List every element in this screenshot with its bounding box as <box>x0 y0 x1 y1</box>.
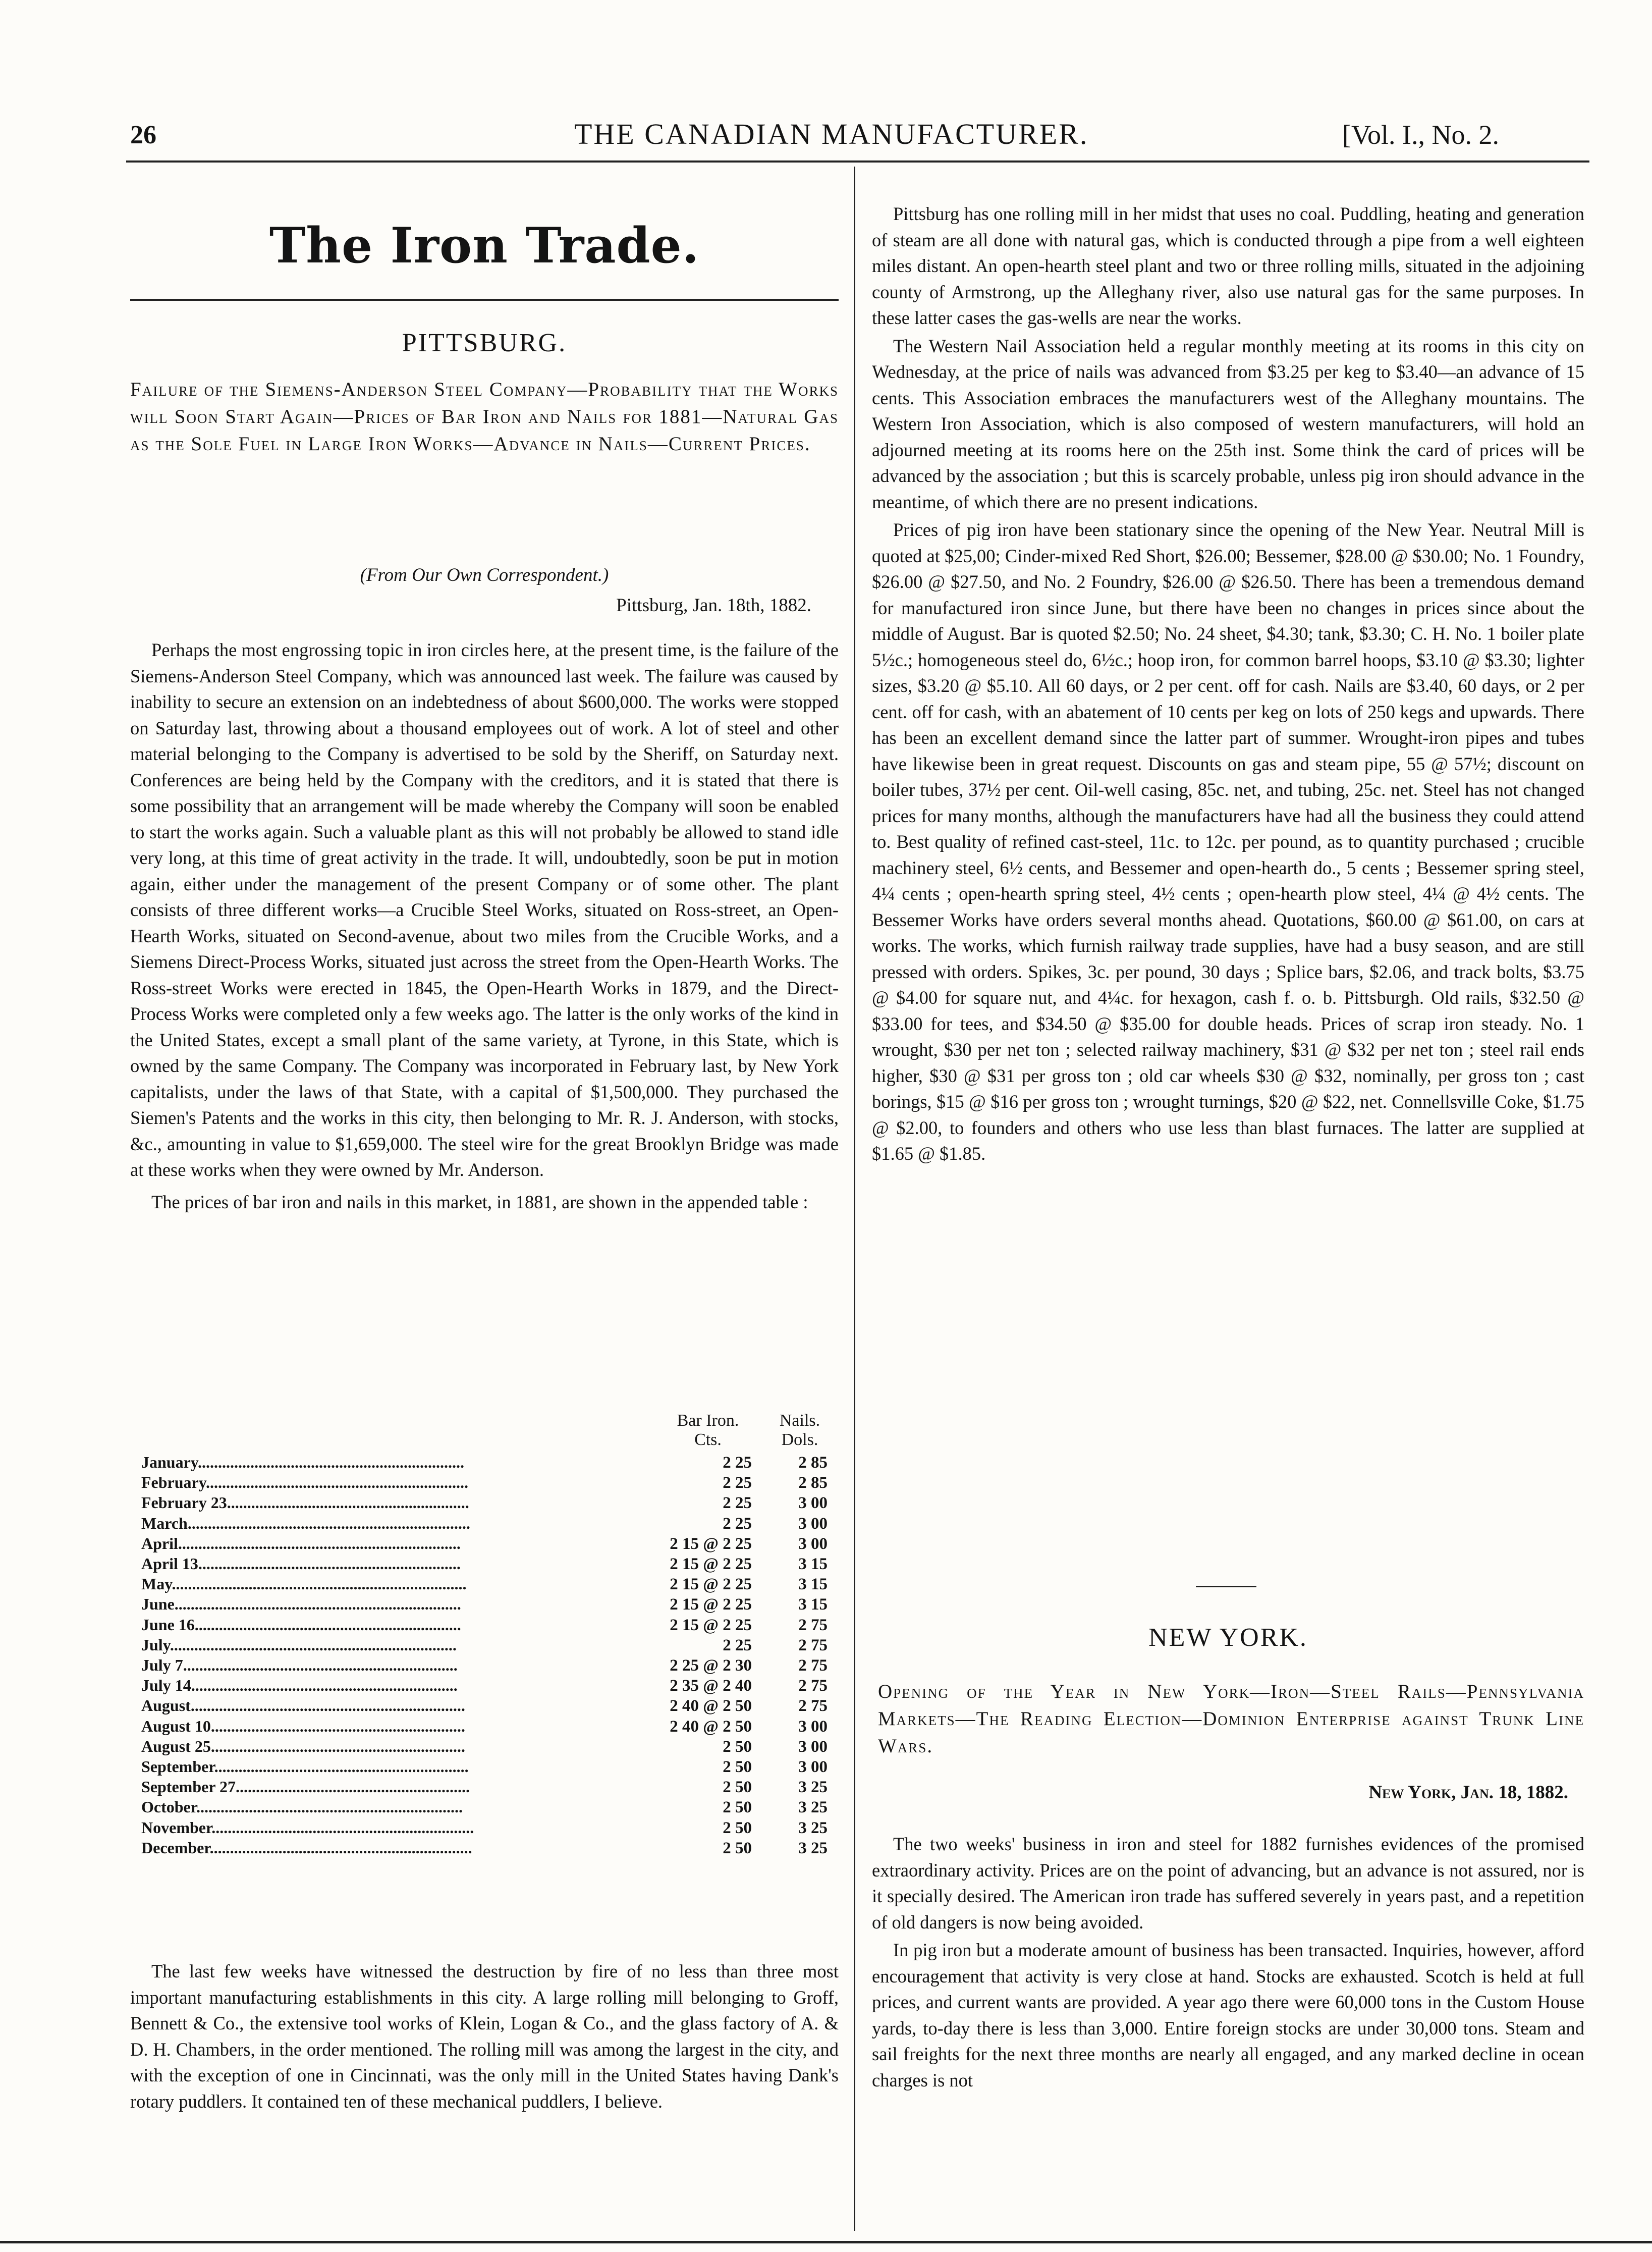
nails-cell: 3 25 <box>798 1798 828 1817</box>
nails-cell: 3 00 <box>798 1717 828 1736</box>
bar-iron-cell: 2 25 @ 2 30 <box>670 1656 752 1675</box>
month-cell: February................................................................. <box>141 1473 468 1492</box>
table-row <box>141 1717 828 1737</box>
price-table <box>141 1453 828 1858</box>
bar-iron-cell: 2 15 @ 2 25 <box>670 1595 752 1614</box>
bar-iron-cell: 2 15 @ 2 25 <box>670 1555 752 1574</box>
bar-iron-cell: 2 15 @ 2 25 <box>670 1534 752 1553</box>
bar-iron-cell: 2 25 <box>723 1454 752 1472</box>
table-row <box>141 1493 828 1513</box>
table-row <box>141 1635 828 1655</box>
dateline-pittsburg: Pittsburg, Jan. 18th, 1882. <box>616 595 811 616</box>
bar-iron-cell: 2 50 <box>723 1737 752 1756</box>
nails-cell: 3 15 <box>798 1555 828 1574</box>
left-article-body <box>130 637 839 1215</box>
bar-iron-cell: 2 25 <box>723 1636 752 1654</box>
table-row <box>141 1757 828 1777</box>
section-title-pittsburg: PITTSBURG. <box>402 329 567 357</box>
month-cell: February 23............................................................ <box>141 1493 469 1512</box>
nails-cell: 2 75 <box>798 1697 828 1715</box>
nails-cell: 3 25 <box>798 1778 828 1797</box>
dateline-new-york: New York, Jan. 18, 1882. <box>1368 1782 1568 1803</box>
department-title-rule <box>130 299 839 301</box>
byline: (From Our Own Correspondent.) <box>360 565 609 585</box>
bar-iron-cell: 2 15 @ 2 25 <box>670 1575 752 1594</box>
bar-iron-cell: 2 50 <box>723 1778 752 1797</box>
nails-cell: 2 75 <box>798 1656 828 1675</box>
subhead-new-york: Opening of the Year in New York—Iron—Steel Rails—Pennsylvania Markets—The Reading Election—Dominion Enterprise against Trunk Line Wars. <box>878 1681 1584 1757</box>
table-row <box>141 1676 828 1696</box>
nails-cell: 2 75 <box>798 1677 828 1695</box>
month-cell: August 25............................................................... <box>141 1737 465 1755</box>
nails-cell: 3 25 <box>798 1818 828 1837</box>
paragraph: Perhaps the most engrossing topic in iron circles here, at the present time, is the failure of the Siemens-Anderson Steel Company, which was announced last week. The failure was caused by inability to secure an extension on an indebtedness of about $600,000. The works were stopped on Saturday last, throwing about a thousand employees out of work. A lot of steel and other material belonging to the Company is advertised to be sold by the Sheriff, on Saturday next. Conferences are being held by the Company with the creditors, and it is stated that there is some possibility that an arrangement will be made whereby the Company will soon be enabled to start the works again. Such a valuable plant as this will not probably be allowed to stand idle very long, at this time of great activity in the trade. It will, undoubtedly, soon be put in motion again, either under the management of the present Company or of some other. The plant consists of three different works—a Crucible Steel Works, situated on Ross-street, an Open-Hearth Works, situated on Second-avenue, about two miles from the Crucible Works, and a Siemens Direct-Process Works, situated just across the street from the Open-Hearth Works. The Ross-street Works were erected in 1845, the Open-Hearth Works in 1879, and the Direct-Process Works were completed only a few weeks ago. The latter is the only works of the kind in the United States, except a small plant of the same variety, at Tyrone, in this State, which is owned by the same Company. The Company was incorporated in February last, by New York capitalists, under the laws of that State, with a capital of $1,500,000. They purchased the Siemen's Patents and the works in this city, then belonging to Mr. R. J. Anderson, with stocks, &c., amounting in value to $1,659,000. The steel wire for the great Brooklyn Bridge was made at these works when they were owned by Mr. Anderson. <box>130 639 839 1180</box>
month-cell: April...................................................................... <box>141 1534 461 1552</box>
paragraph: Pittsburg has one rolling mill in her midst that uses no coal. Puddling, heating and generation of steam are all done with natural gas, which is conducted through a pipe from a well eighteen miles distant. An open-hearth steel plant and two or three rolling mills, situated in the adjoining county of Armstrong, up the Alleghany river, also use natural gas for the same purposes. In these latter cases the gas-wells are near the works. <box>872 203 1584 328</box>
month-cell: August 10............................................................... <box>141 1717 465 1735</box>
nails-cell: 3 00 <box>798 1758 828 1777</box>
bar-iron-cell: 2 50 <box>723 1798 752 1817</box>
department-title: The Iron Trade. <box>269 217 700 274</box>
table-row <box>141 1574 828 1594</box>
table-row <box>141 1797 828 1817</box>
month-cell: October.................................................................. <box>141 1798 463 1816</box>
paragraph: The prices of bar iron and nails in this market, in 1881, are shown in the appended table : <box>151 1191 808 1212</box>
table-row <box>141 1534 828 1554</box>
nails-cell: 3 25 <box>798 1839 828 1857</box>
nails-cell: 3 00 <box>798 1494 828 1513</box>
table-row <box>141 1453 828 1473</box>
bar-iron-cell: 2 25 <box>723 1494 752 1513</box>
table-row <box>141 1514 828 1534</box>
month-cell: July 14.................................................................. <box>141 1676 458 1695</box>
month-cell: April 13................................................................. <box>141 1554 461 1573</box>
right-article-body-continued <box>872 1831 1584 2093</box>
section-separator <box>1196 1586 1256 1587</box>
section-title-new-york: NEW YORK. <box>1148 1623 1308 1652</box>
bar-iron-cell: 2 25 <box>723 1474 752 1492</box>
bar-iron-cell: 2 40 @ 2 50 <box>670 1697 752 1715</box>
right-article-body <box>872 201 1584 1167</box>
nails-cell: 3 15 <box>798 1575 828 1594</box>
month-cell: June....................................................................... <box>141 1595 461 1614</box>
bar-iron-cell: 2 15 @ 2 25 <box>670 1616 752 1634</box>
paragraph: The last few weeks have witnessed the destruction by fire of no less than three most important manufacturing establishments in this city. A large rolling mill belonging to Groff, Bennett & Co., the extensive tool works of Klein, Logan & Co., and the glass factory of A. & D. H. Chambers, in the order mentioned. The rolling mill was among the largest in the city, and with the exception of one in Cincinnati, was the only mill in the United States having Dank's rotary puddlers. It contained ten of these mechanical puddlers, I believe. <box>130 1961 839 2112</box>
bar-iron-cell: 2 50 <box>723 1839 752 1857</box>
bar-iron-cell: 2 35 @ 2 40 <box>670 1677 752 1695</box>
month-cell: May......................................................................... <box>141 1575 467 1593</box>
bottom-rule <box>0 2241 1652 2243</box>
nails-cell: 2 85 <box>798 1454 828 1472</box>
paragraph: The Western Nail Association held a regular monthly meeting at its rooms in this city on Wednesday, at the price of nails was advanced from $3.25 per keg to $3.40—an advance of 15 cents. This Association embraces the manufacturers west of the Alleghany mountains. The Western Iron Association, which is also composed of western manufacturers, will hold an adjourned meeting at its rooms here on the 25th inst. Some think the card of prices will be advanced by the association ; but this is scarcely probable, unless pig iron should advance in the meantime, of which there are no present indications. <box>872 335 1584 512</box>
table-row <box>141 1818 828 1838</box>
table-header-bar-iron: Bar Iron. Cts. <box>677 1411 739 1449</box>
table-row <box>141 1615 828 1635</box>
table-row <box>141 1554 828 1574</box>
month-cell: June 16.................................................................. <box>141 1615 461 1634</box>
column-divider <box>854 167 855 2231</box>
month-cell: August.................................................................... <box>141 1696 465 1715</box>
nails-cell: 2 75 <box>798 1616 828 1634</box>
month-cell: December................................................................. <box>141 1838 472 1857</box>
table-row <box>141 1737 828 1757</box>
volume-number: [Vol. I., No. 2. <box>1342 120 1500 150</box>
month-cell: September............................................................... <box>141 1757 469 1776</box>
month-cell: November................................................................. <box>141 1818 474 1837</box>
nails-cell: 3 00 <box>798 1737 828 1756</box>
nails-cell: 3 15 <box>798 1595 828 1614</box>
table-row <box>141 1473 828 1493</box>
table-row <box>141 1696 828 1716</box>
month-cell: March...................................................................... <box>141 1514 470 1532</box>
month-cell: September 27.......................................................... <box>141 1778 470 1796</box>
nails-cell: 3 00 <box>798 1534 828 1553</box>
paragraph: Prices of pig iron have been stationary since the opening of the New Year. Neutral Mill is quoted at $25,00; Cinder-mixed Red Short, $26.00; Bessemer, $28.00 @ $30.00; No. 1 Foundry, $26.00 @ $27.50, and No. 2 Foundry, $26.00 @ $26.50. There has been a tremendous demand for manufactured iron since June, but there have been no changes in prices since about the middle of August. Bar is quoted $2.50; No. 24 sheet, $4.30; tank, $3.30; C. H. No. 1 boiler plate 5½c.; homogeneous steel do, 6½c.; hoop iron, for common barrel hoops, $3.10 @ $3.30; lighter sizes, $3.20 @ $5.10. All 60 days, or 2 per cent. off for cash. Nails are $3.40, 60 days, or 2 per cent. off for cash, with an abatement of 10 cents per keg on lots of 250 kegs and upwards. There has been an excellent demand since the latter part of summer. Wrought-iron pipes and tubes have likewise been in great request. Discounts on gas and steam pipe, 55 @ 57½; discount on boiler tubes, 37½ per cent. Oil-well casing, 85c. net, and tubing, 25c. net. Steel has not changed prices for many months, although the manufacturers have had all the business they could attend to. Best quality of refined cast-steel, 11c. to 12c. per pound, as to quantity purchased ; crucible machinery steel, 6½ cents, and Bessemer and open-hearth do., 5 cents ; Bessemer spring steel, 4¼ cents ; open-hearth spring steel, 4½ cents ; open-hearth plow steel, 4¼ @ 4½ cents. The Bessemer Works have orders several months ahead. Quotations, $60.00 @ $61.00, on cars at works. The works, which furnish railway trade supplies, have had a busy season, and are still pressed with orders. Spikes, 3c. per pound, 30 days ; Splice bars, $2.06, and track bolts, $3.75 @ $4.00 for square nut, and 4¼c. for hexagon, cash f. o. b. Pittsburgh. Old rails, $32.50 @ $33.00 for tees, and $34.50 @ $35.00 for double heads. Prices of scrap iron steady. No. 1 wrought, $30 per net ton ; selected railway machinery, $31 @ $32 per net ton ; steel rail ends higher, $30 @ $31 per gross ton ; old car wheels $30 @ $32, nominally, per gross ton ; cast borings, $15 @ $16 per gross ton ; wrought turnings, $20 @ $22, net. Connellsville Coke, $1.75 @ $2.00, to founders and others who use less than blast furnaces. The latter are supplied at $1.65 @ $1.85. <box>872 519 1584 1164</box>
table-header-nails: Nails. Dols. <box>779 1411 820 1449</box>
header-rule <box>126 160 1589 163</box>
bar-iron-cell: 2 50 <box>723 1758 752 1777</box>
month-cell: July 7.................................................................... <box>141 1656 458 1675</box>
table-row <box>141 1594 828 1615</box>
paragraph: In pig iron but a moderate amount of business has been transacted. Inquiries, however, afford encouragement that activity is very close at hand. Stocks are exhausted. Scotch is held at full prices, and current wants are provided. A year ago there were 60,000 tons in the Custom House yards, to-day there is less than 3,000. Entire foreign stocks are under 30,000 tons. Steam and sail freights for the next three months are nearly all engaged, and any marked decline in ocean charges is not <box>872 1940 1584 2090</box>
month-cell: January.................................................................. <box>141 1453 465 1471</box>
table-row <box>141 1838 828 1858</box>
left-article-body-continued <box>130 1958 839 2114</box>
nails-cell: 2 85 <box>798 1474 828 1492</box>
bar-iron-cell: 2 40 @ 2 50 <box>670 1717 752 1736</box>
paragraph: The two weeks' business in iron and steel for 1882 furnishes evidences of the promised extraordinary activity. Prices are on the point of advancing, but an advance is not assured, nor is it specially desired. The American iron trade has suffered severely in years past, and a repetition of old dangers is now being avoided. <box>872 1834 1584 1933</box>
page-number: 26 <box>130 121 156 149</box>
nails-cell: 3 00 <box>798 1514 828 1533</box>
bar-iron-cell: 2 25 <box>723 1514 752 1533</box>
nails-cell: 2 75 <box>798 1636 828 1654</box>
table-row <box>141 1655 828 1676</box>
bar-iron-cell: 2 50 <box>723 1818 752 1837</box>
table-row <box>141 1777 828 1797</box>
month-cell: July....................................................................... <box>141 1635 457 1654</box>
running-title: THE CANADIAN MANUFACTURER. <box>574 118 1089 150</box>
subhead-pittsburg: Failure of the Siemens-Anderson Steel Company—Probability that the Works will Soon Start Again—Prices of Bar Iron and Nails for 1881—Natural Gas as the Sole Fuel in Large Iron Works—Advance in Nails—Current Prices. <box>130 379 839 455</box>
